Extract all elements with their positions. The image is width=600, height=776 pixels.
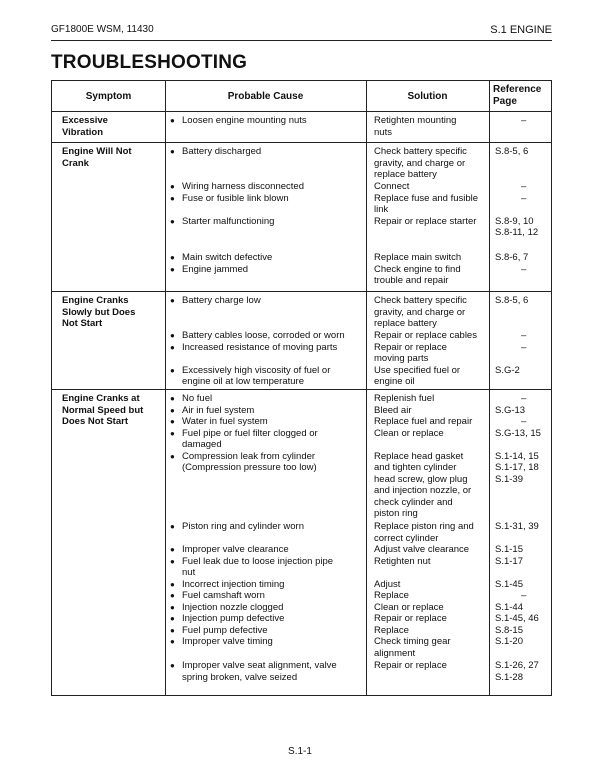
cause-text: Piston ring and cylinder worn	[182, 521, 304, 532]
solution-text: Check battery specific	[374, 146, 467, 157]
cause-text: Wiring harness disconnected	[182, 181, 304, 192]
cause-text: spring broken, valve seized	[182, 671, 298, 683]
table-row	[52, 111, 551, 142]
cause-text: Excessively high viscosity of fuel or	[182, 364, 331, 376]
cause-text: Incorrect injection timing	[182, 578, 285, 590]
reference-text: S.8-6, 7	[495, 252, 529, 263]
cause-text: Engine jammed	[182, 263, 249, 275]
cause-text: Compression leak from cylinder	[182, 450, 316, 462]
solution-text: gravity, and charge or	[374, 306, 466, 318]
reference-text: S.1-17, 18	[495, 462, 539, 473]
bullet-icon: ●	[170, 637, 175, 646]
reference-text: S.8-15	[495, 624, 523, 636]
solution-text: Replace	[374, 590, 409, 601]
col-solution: Solution	[407, 90, 448, 102]
solution-text: replace battery	[374, 318, 437, 329]
solution-text: and tighten cylinder	[374, 462, 457, 473]
cause-text: Fuel pipe or fuel filter clogged or	[182, 427, 318, 439]
solution-text: head screw, glow plug	[374, 473, 468, 485]
reference-text: S.1-14, 15	[495, 450, 539, 462]
solution-text: gravity, and charge or	[374, 157, 466, 169]
bullet-icon: ●	[170, 522, 175, 531]
reference-text: S.8-9, 10	[495, 215, 534, 227]
bullet-icon: ●	[170, 625, 175, 635]
reference-text: S.8-5, 6	[495, 146, 529, 157]
cause-text: engine oil at low temperature	[182, 376, 304, 387]
reference-text: S.G-13, 15	[495, 427, 541, 439]
col-reference-line2: Page	[493, 96, 517, 107]
reference-text: S.G-13	[495, 404, 526, 416]
reference-text: –	[521, 115, 527, 126]
solution-text: check cylinder and	[374, 496, 453, 508]
solution-text: correct cylinder	[374, 532, 439, 544]
symptom-text: Excessive	[62, 115, 108, 126]
solution-text: replace battery	[374, 169, 437, 180]
solution-text: Check timing gear	[374, 636, 451, 647]
cause-text: Loosen engine mounting nuts	[182, 115, 307, 126]
solution-text: Check battery specific	[374, 295, 467, 306]
cause-text: Battery cables loose, corroded or worn	[182, 330, 345, 341]
solution-text: Repair or replace cables	[374, 330, 477, 341]
table-row	[52, 142, 551, 291]
symptom-text: Crank	[62, 157, 89, 169]
cause-text: Improper valve timing	[182, 636, 273, 647]
solution-text: moving parts	[374, 353, 429, 364]
symptom-text: Vibration	[62, 126, 103, 138]
symptom-text: Engine Cranks	[62, 295, 129, 306]
cause-text: Fuel pump defective	[182, 624, 268, 636]
reference-text: S.1-44	[495, 601, 523, 613]
header-manual-code: GF1800E WSM, 11430	[51, 24, 154, 35]
bullet-icon: ●	[170, 253, 175, 262]
symptom-text: Not Start	[62, 318, 103, 329]
header-section: S.1 ENGINE	[490, 24, 552, 36]
reference-text: S.1-39	[495, 473, 523, 485]
solution-text: Adjust valve clearance	[374, 544, 470, 555]
bullet-icon: ●	[170, 331, 175, 340]
cause-text: No fuel	[182, 393, 213, 404]
header-rule	[51, 40, 552, 41]
col-reference-line1: Reference	[493, 84, 542, 95]
symptom-text: Engine Will Not	[62, 146, 132, 157]
solution-text: Retighten nut	[374, 555, 431, 567]
solution-text: Replace main switch	[374, 252, 462, 263]
bullet-icon: ●	[170, 451, 175, 461]
cause-text: Main switch defective	[182, 252, 273, 263]
cause-text: Increased resistance of moving parts	[182, 341, 338, 353]
cause-text: Injection pump defective	[182, 613, 285, 624]
bullet-icon: ●	[170, 556, 175, 566]
reference-text: S.1-15	[495, 544, 523, 555]
cause-text: Air in fuel system	[182, 404, 255, 416]
table-header-row	[52, 81, 551, 111]
solution-text: Replace head gasket	[374, 450, 464, 462]
col-cause: Probable Cause	[227, 90, 304, 102]
page-number: S.1-1	[288, 746, 312, 757]
cause-text: (Compression pressure too low)	[182, 462, 317, 473]
solution-text: Adjust	[374, 578, 401, 590]
solution-text: Clean or replace	[374, 427, 444, 439]
symptom-text: Slowly but Does	[62, 306, 136, 318]
reference-text: S.1-17	[495, 555, 523, 567]
symptom-cell	[62, 393, 162, 428]
bullet-icon: ●	[170, 545, 175, 554]
reference-text: –	[521, 393, 527, 404]
solution-text: engine oil	[374, 376, 415, 387]
cause-text: Battery charge low	[182, 295, 261, 306]
cause-text: Fuel camshaft worn	[182, 590, 265, 601]
cause-text: Starter malfunctioning	[182, 215, 275, 227]
bullet-icon: ●	[170, 614, 175, 623]
bullet-icon: ●	[170, 116, 175, 125]
solution-text: alignment	[374, 647, 416, 659]
symptom-cell	[62, 295, 162, 330]
solution-text: and injection nozzle, or	[374, 485, 472, 496]
bullet-icon: ●	[170, 579, 175, 589]
solution-text: Clean or replace	[374, 601, 444, 613]
reference-text: S.G-2	[495, 364, 520, 376]
reference-text: S.1-45	[495, 578, 523, 590]
bullet-icon: ●	[170, 216, 175, 226]
page-header	[51, 24, 552, 38]
cause-text: Improper valve clearance	[182, 544, 289, 555]
col-symptom: Symptom	[85, 90, 132, 102]
solution-text: Connect	[374, 181, 410, 192]
cause-text: Injection nozzle clogged	[182, 601, 284, 613]
bullet-icon: ●	[170, 417, 175, 426]
bullet-icon: ●	[170, 602, 175, 612]
symptom-text: Does Not Start	[62, 416, 128, 427]
reference-text: S.1-31, 39	[495, 521, 539, 532]
reference-text: S.8-5, 6	[495, 295, 529, 306]
bullet-icon: ●	[170, 591, 175, 600]
cause-text: Fuse or fusible link blown	[182, 192, 289, 204]
troubleshooting-table	[51, 80, 552, 696]
reference-text: –	[521, 416, 527, 427]
solution-text: nuts	[374, 126, 392, 138]
bullet-icon: ●	[170, 661, 175, 670]
reference-text: –	[521, 330, 527, 341]
table-row	[52, 389, 551, 695]
solution-text: Use specified fuel or	[374, 364, 461, 376]
symptom-cell	[62, 146, 162, 169]
solution-text: Check engine to find	[374, 263, 461, 275]
solution-text: Retighten mounting	[374, 115, 457, 126]
solution-text: Repair or replace	[374, 613, 447, 624]
solution-text: Repair or replace starter	[374, 215, 477, 227]
cause-text: damaged	[182, 439, 222, 450]
cause-text: Battery discharged	[182, 146, 262, 157]
bullet-icon: ●	[170, 264, 175, 274]
solution-text: Replace	[374, 624, 409, 636]
bullet-icon: ●	[170, 365, 175, 375]
bullet-icon: ●	[170, 182, 175, 191]
bullet-icon: ●	[170, 147, 175, 156]
reference-text: S.8-11, 12	[495, 227, 539, 238]
solution-text: Repair or replace	[374, 341, 447, 353]
bullet-icon: ●	[170, 342, 175, 352]
cause-text: nut	[182, 567, 196, 578]
reference-text: S.1-45, 46	[495, 613, 539, 624]
bullet-icon: ●	[170, 193, 175, 203]
reference-text: S.1-26, 27	[495, 660, 539, 671]
col-reference	[489, 81, 551, 111]
solution-text: Replace piston ring and	[374, 521, 474, 532]
page-title: TROUBLESHOOTING	[51, 52, 248, 73]
bullet-icon: ●	[170, 394, 175, 403]
solution-text: Replace fuel and repair	[374, 416, 473, 427]
reference-text: –	[521, 192, 527, 204]
cause-text: Water in fuel system	[182, 416, 268, 427]
reference-text: S.1-28	[495, 671, 523, 683]
symptom-text: Normal Speed but	[62, 404, 144, 416]
solution-text: trouble and repair	[374, 275, 449, 286]
solution-text: Bleed air	[374, 404, 412, 416]
solution-text: Replenish fuel	[374, 393, 435, 404]
solution-text: piston ring	[374, 508, 418, 519]
solution-text: Repair or replace	[374, 660, 447, 671]
bullet-icon: ●	[170, 296, 175, 305]
table-row	[52, 291, 551, 389]
symptom-text: Engine Cranks at	[62, 393, 140, 404]
bullet-icon: ●	[170, 428, 175, 438]
reference-text: –	[521, 590, 527, 601]
solution-text: Replace fuse and fusible	[374, 192, 479, 204]
cause-text: Improper valve seat alignment, valve	[182, 660, 337, 671]
cause-text: Fuel leak due to loose injection pipe	[182, 555, 334, 567]
reference-text: –	[521, 263, 527, 275]
bullet-icon: ●	[170, 405, 175, 415]
reference-text: –	[521, 181, 527, 192]
reference-text: S.1-20	[495, 636, 523, 647]
reference-text: –	[521, 341, 527, 353]
symptom-cell	[62, 115, 162, 138]
solution-text: link	[374, 204, 389, 215]
